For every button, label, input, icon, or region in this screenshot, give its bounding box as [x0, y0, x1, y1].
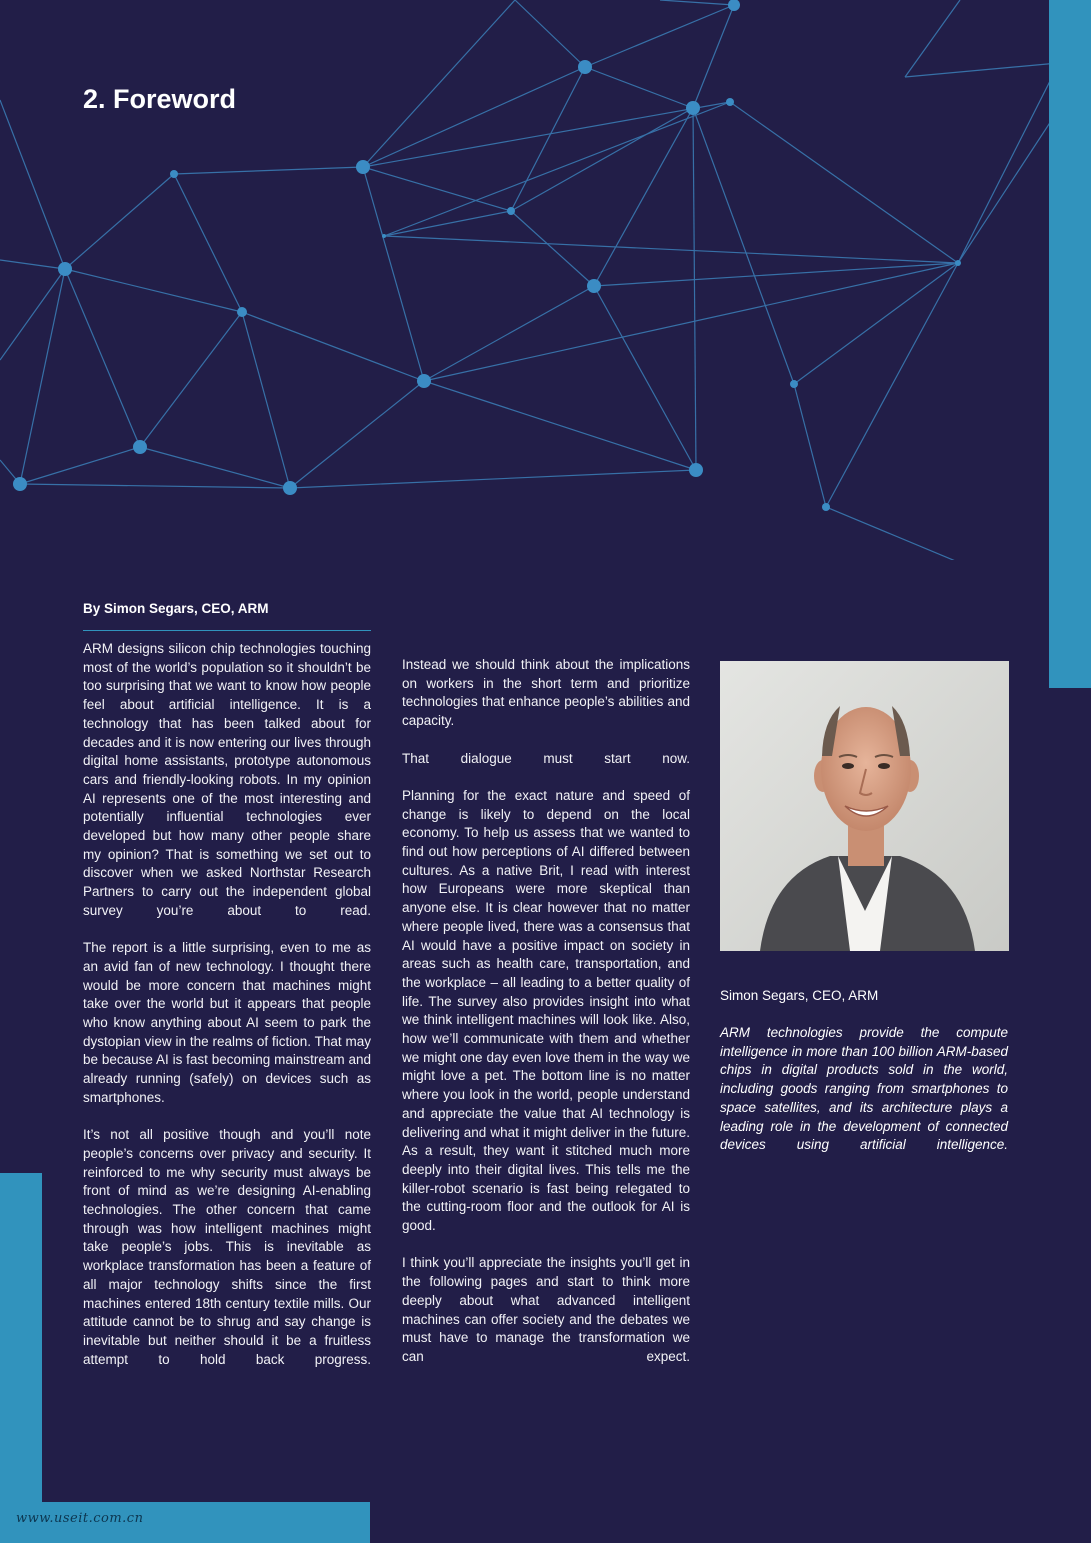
paragraph: It’s not all positive though and you’ll note people’s concerns over privacy and security. It reinforced to me why security must always be front of mind as we’re designing AI-enabling technologies. The other concern that came through was how intelligent machines might take people’s jobs. This is inevitable as workplace transformation has been a feature of all major technology shifts since the first machines entered 18th century textile mills. Our attitude cannot be to shrug and say change is inevitable but neither should it be a fruitless attempt to hold back progress.: [83, 1127, 371, 1367]
accent-bar-right: [1049, 0, 1091, 688]
network-line: [660, 0, 734, 5]
network-node: [728, 0, 740, 11]
network-node: [955, 260, 961, 266]
paragraph: That dialogue must start now.: [402, 750, 690, 766]
network-line: [174, 167, 363, 174]
network-line: [0, 260, 65, 269]
network-line: [20, 484, 290, 488]
network-line: [242, 312, 290, 488]
photo-caption: Simon Segars, CEO, ARM: [720, 988, 879, 1003]
network-line: [424, 381, 696, 470]
network-line: [693, 108, 794, 384]
paragraph: I think you’ll appreciate the insights you’ll get in the following pages and start to think more deeply about what advanced intelligent machines can offer society and the debates we must have to manage the transformation we can expect.: [402, 1255, 690, 1364]
network-line: [363, 167, 511, 211]
network-line: [826, 263, 958, 507]
network-line: [585, 5, 734, 67]
accent-bar-left: [0, 1173, 42, 1543]
paragraph: Planning for the exact nature and speed of change is likely to depend on the local economy. To help us assess that we wanted to find out how perceptions of AI differed between cultures. As a native Brit, I read with interest how Europeans were more skeptical than anyone else. It is clear however that no matter where people lived, there was a consensus that AI would have a positive impact on society in areas such as health care, transportation, and the workplace – all leading to a better quality of life. The survey also provides insight into what we think intelligent machines will look like. Also, how we’ll communicate with them and whether we might one day even love them in the way we might love a pet. The bottom line is no matter where you look in the world, people understand and appreciate the value that AI technology is delivering and what it might deliver in the future. As a result, they want it stitched much more deeply into their digital lives. This tells me the killer-robot scenario is fast being relegated to the cutting-room floor and the outlook for AI is good.: [402, 787, 690, 1234]
network-line: [384, 211, 511, 236]
network-line: [20, 447, 140, 484]
network-node: [13, 477, 27, 491]
network-line: [794, 384, 826, 507]
byline: By Simon Segars, CEO, ARM: [83, 601, 269, 616]
company-blurb: ARM technologies provide the compute intelligence in more than 100 billion ARM-based chips in digital products sold in the world, including goods ranging from smartphones to space satellites, and its architecture plays a leading role in the development of connected devices using artificial intelligence.: [720, 1025, 1008, 1153]
portrait-photo: [720, 661, 1009, 951]
network-line: [693, 108, 696, 470]
network-node: [507, 207, 515, 215]
network-node: [382, 234, 386, 238]
network-node: [170, 170, 178, 178]
network-line: [511, 108, 693, 211]
network-line: [424, 286, 594, 381]
network-line: [693, 5, 734, 108]
network-node: [417, 374, 431, 388]
network-line: [730, 102, 958, 263]
network-line: [65, 269, 242, 312]
paragraph: ARM designs silicon chip technologies touching most of the world’s population so it shouldn’t be too surprising that we want to know how people feel about artificial intelligence. It is a technology that has been talked about for decades and it is now entering our lives through digital home assistants, prototype autonomous cars and friendly-looking robots. In my opinion AI represents one of the most interesting and potentially influential technologies ever developed but how many other people share my opinion? That is something we set out to discover when we asked Northstar Research Partners to carry out the independent global survey you’re about to read.: [83, 641, 371, 918]
page-title: 2. Foreword: [83, 84, 237, 114]
paragraph: The report is a little surprising, even to me as an avid fan of new technology. I thought there would be more concern that machines might take over the world but it appears that people who know anything about AI seem to park the dystopian view in the realms of fiction. That may be because AI is fast becoming mainstream and already running (safely) on devices such as smartphones.: [83, 940, 371, 1105]
network-line: [384, 236, 958, 263]
network-line: [140, 447, 290, 488]
body-column-2: [402, 656, 690, 1367]
network-line: [242, 312, 424, 381]
network-line: [290, 470, 696, 488]
network-line: [594, 108, 693, 286]
body-column-1: [83, 640, 371, 1369]
watermark: www.useit.com.cn: [16, 1511, 144, 1526]
network-line: [363, 167, 424, 381]
network-line: [363, 102, 730, 167]
network-line: [140, 312, 242, 447]
network-node: [587, 279, 601, 293]
network-line: [905, 0, 960, 77]
network-line: [363, 67, 585, 167]
network-node: [790, 380, 798, 388]
network-line: [826, 507, 1049, 560]
network-node: [237, 307, 247, 317]
network-line: [290, 381, 424, 488]
network-node: [822, 503, 830, 511]
network-node: [578, 60, 592, 74]
network-line: [65, 174, 174, 269]
byline-divider: [83, 630, 371, 631]
network-line: [511, 211, 594, 286]
network-line: [594, 286, 696, 470]
network-node: [686, 101, 700, 115]
network-node: [133, 440, 147, 454]
network-node: [726, 98, 734, 106]
paragraph: Instead we should think about the implications on workers in the short term and prioritize technologies that enhance people’s abilities and capacity.: [402, 657, 690, 729]
network-node: [689, 463, 703, 477]
network-node: [58, 262, 72, 276]
network-node: [283, 481, 297, 495]
network-line: [363, 0, 515, 167]
network-line: [515, 0, 585, 67]
network-line: [65, 269, 140, 447]
network-line: [174, 174, 242, 312]
network-line: [585, 67, 693, 108]
network-line: [0, 100, 65, 269]
network-node: [356, 160, 370, 174]
